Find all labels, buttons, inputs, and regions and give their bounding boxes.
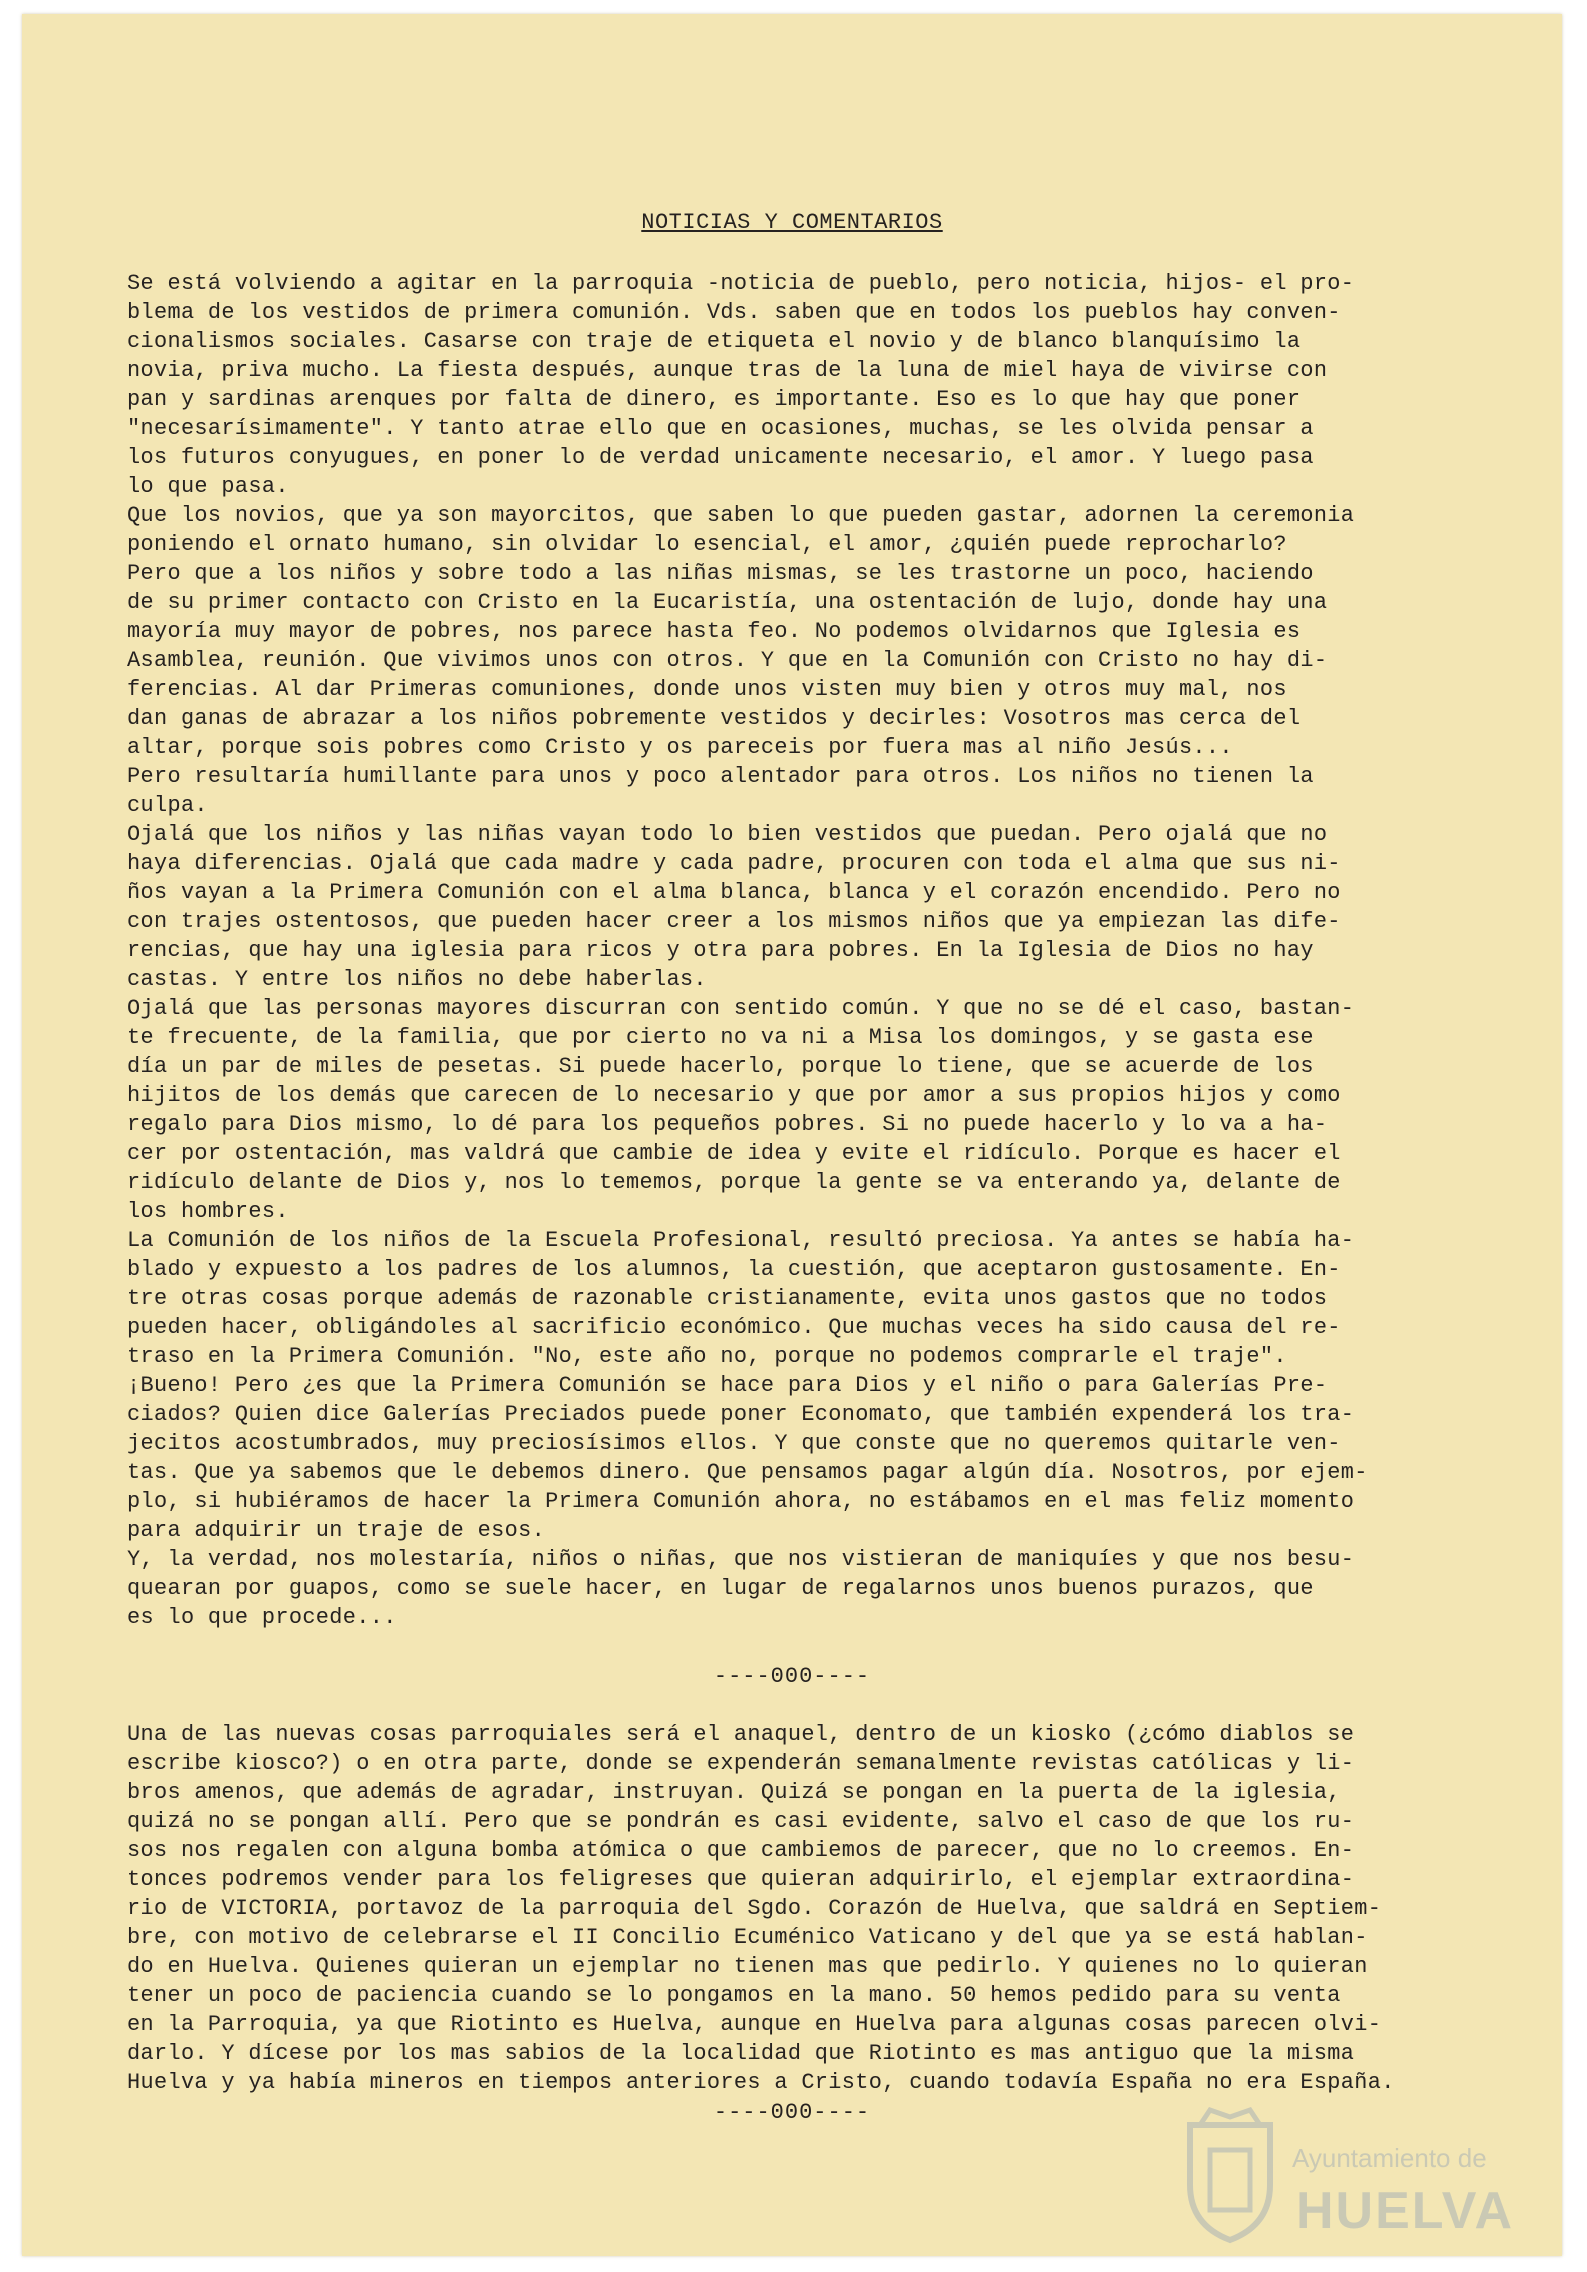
text-line: mayoría muy mayor de pobres, nos parece hasta feo. No podemos olvidarnos que Iglesia es xyxy=(127,619,1301,644)
document-sheet xyxy=(22,14,1562,2256)
watermark xyxy=(1170,2105,1530,2255)
text-line: pueden hacer, obligándoles al sacrificio económico. Que muchas veces ha sido causa del re- xyxy=(127,1315,1341,1340)
text-line: te frecuente, de la familia, que por cierto no va ni a Misa los domingos, y se gasta ese xyxy=(127,1025,1314,1050)
separator-1: ----000---- xyxy=(713,1664,871,1689)
shield-icon xyxy=(1180,2105,1280,2245)
text-line: cionalismos sociales. Casarse con traje de etiqueta el novio y de blanco blanquísimo la xyxy=(127,329,1301,354)
text-line: novia, priva mucho. La fiesta después, aunque tras de la luna de miel haya de vivirse con xyxy=(127,358,1328,383)
text-line: rio de VICTORIA, portavoz de la parroquia del Sgdo. Corazón de Huelva, que saldrá en Septiem- xyxy=(127,1896,1382,1921)
text-line: quearan por guapos, como se suele hacer, en lugar de regalarnos unos buenos purazos, que xyxy=(127,1576,1314,1601)
text-line: regalo para Dios mismo, lo dé para los pequeños pobres. Si no puede hacerlo y lo va a ha- xyxy=(127,1112,1328,1137)
text-line: Ojalá que los niños y las niñas vayan todo lo bien vestidos que puedan. Pero ojalá que no xyxy=(127,822,1328,847)
text-line: rencias, que hay una iglesia para ricos y otra para pobres. En la Iglesia de Dios no hay xyxy=(127,938,1314,963)
text-line: hijitos de los demás que carecen de lo necesario y que por amor a sus propios hijos y como xyxy=(127,1083,1341,1108)
text-line: dan ganas de abrazar a los niños pobremente vestidos y decirles: Vosotros mas cerca del xyxy=(127,706,1301,731)
text-line: altar, porque sois pobres como Cristo y os pareceis por fuera mas al niño Jesús... xyxy=(127,735,1233,760)
text-line: ridículo delante de Dios y, nos lo tememos, porque la gente se va enterando ya, delante de xyxy=(127,1170,1341,1195)
text-line: Se está volviendo a agitar en la parroquia -noticia de pueblo, pero noticia, hijos- el pro- xyxy=(127,271,1355,296)
text-line: ¡Bueno! Pero ¿es que la Primera Comunión se hace para Dios y el niño o para Galerías Pre- xyxy=(127,1373,1328,1398)
watermark-line-2: HUELVA xyxy=(1296,2182,1515,2240)
text-line: Y, la verdad, nos molestaría, niños o niñas, que nos vistieran de maniquíes y que nos besu- xyxy=(127,1547,1355,1572)
text-line: Una de las nuevas cosas parroquiales será el anaquel, dentro de un kiosko (¿cómo diablos se xyxy=(127,1722,1355,1747)
text-line: día un par de miles de pesetas. Si puede hacerlo, porque lo tiene, que se acuerde de los xyxy=(127,1054,1314,1079)
text-line: ños vayan a la Primera Comunión con el alma blanca, blanca y el corazón encendido. Pero no xyxy=(127,880,1341,905)
text-line: escribe kiosco?) o en otra parte, donde se expenderán semanalmente revistas católicas y li- xyxy=(127,1751,1355,1776)
text-line: cer por ostentación, mas valdrá que cambie de idea y evite el ridículo. Porque es hacer el xyxy=(127,1141,1341,1166)
text-line: pan y sardinas arenques por falta de dinero, es importante. Eso es lo que hay que poner xyxy=(127,387,1301,412)
text-line: Pero resultaría humillante para unos y poco alentador para otros. Los niños no tienen la xyxy=(127,764,1314,789)
text-line: los futuros conyugues, en poner lo de verdad unicamente necesario, el amor. Y luego pasa xyxy=(127,445,1314,470)
text-line: tas. Que ya sabemos que le debemos dinero. Que pensamos pagar algún día. Nosotros, por ejem- xyxy=(127,1460,1368,1485)
text-line: jecitos acostumbrados, muy preciosísimos ellos. Y que conste que no queremos quitarle ven- xyxy=(127,1431,1341,1456)
watermark-line-1: Ayuntamiento de xyxy=(1292,2143,1487,2173)
text-line: sos nos regalen con alguna bomba atómica o que cambiemos de parecer, que no lo creemos. En- xyxy=(127,1838,1355,1863)
text-line: es lo que procede... xyxy=(127,1605,397,1630)
document-title: NOTICIAS Y COMENTARIOS xyxy=(641,210,943,235)
text-line: en la Parroquia, ya que Riotinto es Huelva, aunque en Huelva para algunas cosas parecen olvi- xyxy=(127,2012,1382,2037)
text-line: para adquirir un traje de esos. xyxy=(127,1518,546,1543)
text-line: ciados? Quien dice Galerías Preciados puede poner Economato, que también expenderá los tra- xyxy=(127,1402,1355,1427)
text-line: culpa. xyxy=(127,793,208,818)
text-line: Pero que a los niños y sobre todo a las niñas mismas, se les trastorne un poco, haciendo xyxy=(127,561,1314,586)
text-line: Huelva y ya había mineros en tiempos anteriores a Cristo, cuando todavía España no era España. xyxy=(127,2070,1395,2095)
text-line: tener un poco de paciencia cuando se lo pongamos en la mano. 50 hemos pedido para su venta xyxy=(127,1983,1341,2008)
text-line: La Comunión de los niños de la Escuela Profesional, resultó preciosa. Ya antes se había ha- xyxy=(127,1228,1355,1253)
text-line: darlo. Y dícese por los mas sabios de la localidad que Riotinto es mas antiguo que la misma xyxy=(127,2041,1355,2066)
text-line: Que los novios, que ya son mayorcitos, que saben lo que pueden gastar, adornen la ceremonia xyxy=(127,503,1355,528)
text-line: con trajes ostentosos, que pueden hacer creer a los mismos niños que ya empiezan las dife- xyxy=(127,909,1341,934)
text-line: bros amenos, que además de agradar, instruyan. Quizá se pongan en la puerta de la iglesia, xyxy=(127,1780,1341,1805)
separator-2: ----000---- xyxy=(713,2100,871,2125)
text-line: Ojalá que las personas mayores discurran con sentido común. Y que no se dé el caso, bastan- xyxy=(127,996,1355,1021)
section-2-text xyxy=(127,1720,1472,2097)
text-line: blado y expuesto a los padres de los alumnos, la cuestión, que aceptaron gustosamente. En- xyxy=(127,1257,1341,1282)
text-line: blema de los vestidos de primera comunión. Vds. saben que en todos los pueblos hay conven- xyxy=(127,300,1341,325)
section-1-text xyxy=(127,269,1472,1632)
text-line: castas. Y entre los niños no debe haberlas. xyxy=(127,967,707,992)
text-line: ferencias. Al dar Primeras comuniones, donde unos visten muy bien y otros muy mal, nos xyxy=(127,677,1287,702)
text-line: do en Huelva. Quienes quieran un ejemplar no tienen mas que pedirlo. Y quienes no lo quieran xyxy=(127,1954,1368,1979)
text-line: los hombres. xyxy=(127,1199,289,1224)
text-line: lo que pasa. xyxy=(127,474,289,499)
text-line: tre otras cosas porque además de razonable cristianamente, evita unos gastos que no todos xyxy=(127,1286,1328,1311)
text-line: "necesarísimamente". Y tanto atrae ello que en ocasiones, muchas, se les olvida pensar a xyxy=(127,416,1314,441)
text-line: bre, con motivo de celebrarse el II Concilio Ecuménico Vaticano y del que ya se está hablan- xyxy=(127,1925,1368,1950)
text-line: poniendo el ornato humano, sin olvidar lo esencial, el amor, ¿quién puede reprocharlo? xyxy=(127,532,1287,557)
text-line: plo, si hubiéramos de hacer la Primera Comunión ahora, no estábamos en el mas feliz momento xyxy=(127,1489,1355,1514)
text-line: haya diferencias. Ojalá que cada madre y cada padre, procuren con toda el alma que sus ni- xyxy=(127,851,1341,876)
text-line: tonces podremos vender para los feligreses que quieran adquirirlo, el ejemplar extraordina- xyxy=(127,1867,1355,1892)
text-line: de su primer contacto con Cristo en la Eucaristía, una ostentación de lujo, donde hay una xyxy=(127,590,1328,615)
text-line: quizá no se pongan allí. Pero que se pondrán es casi evidente, salvo el caso de que los ru- xyxy=(127,1809,1355,1834)
text-line: traso en la Primera Comunión. "No, este año no, porque no podemos comprarle el traje". xyxy=(127,1344,1287,1369)
text-line: Asamblea, reunión. Que vivimos unos con otros. Y que en la Comunión con Cristo no hay di- xyxy=(127,648,1328,673)
